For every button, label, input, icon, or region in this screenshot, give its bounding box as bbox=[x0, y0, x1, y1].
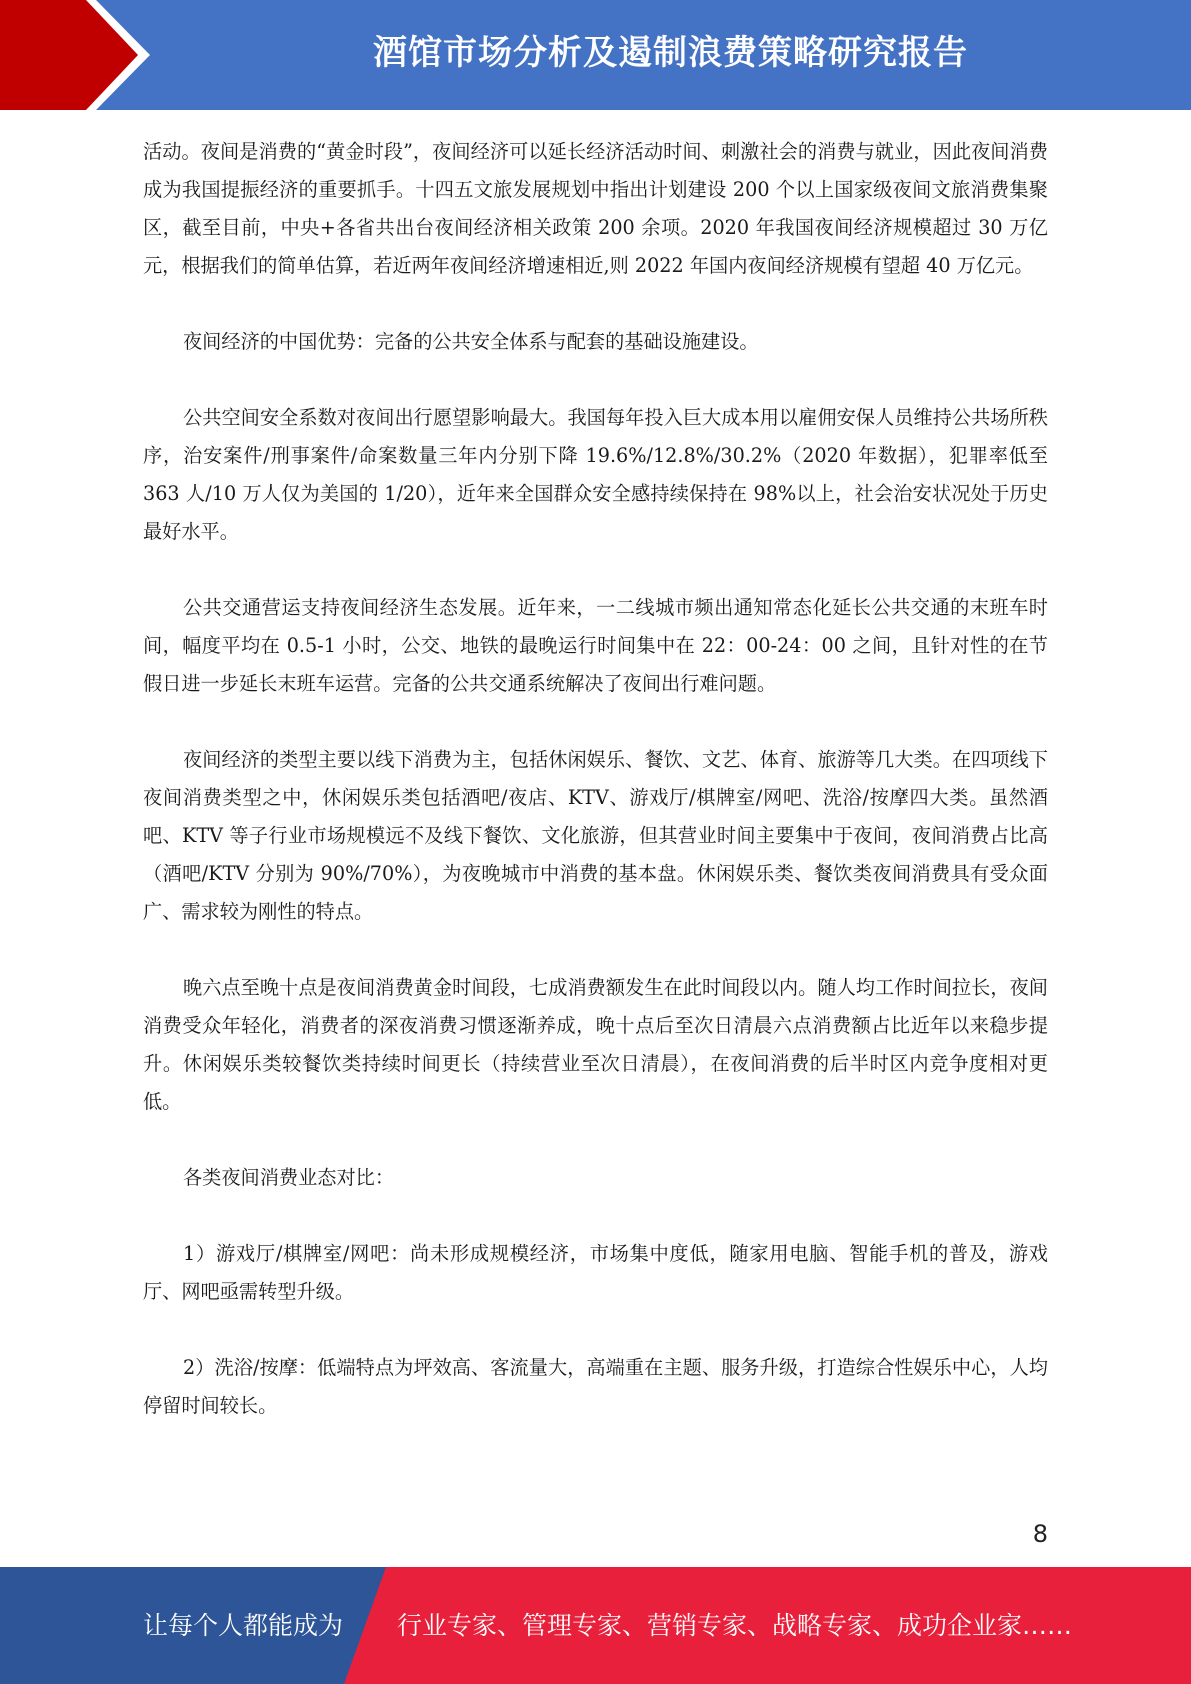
paragraph: 各类夜间消费业态对比： bbox=[183, 1166, 395, 1189]
document-title: 酒馆市场分析及遏制浪费策略研究报告 bbox=[373, 33, 968, 73]
document-body bbox=[143, 133, 1048, 1463]
header-red-chevron-icon bbox=[0, 0, 150, 110]
paragraph: 公共交通营运支持夜间经济生态发展。近年来，一二线城市频出通知常态化延长公共交通的末班车时间，幅度平均在 0.5-1 小时，公交、地铁的最晚运行时间集中在 22：00-24：00 之间，且针对性的在节假日进一步延长末班车运营。完备的公共交通系统解决了夜间出行难问题。 bbox=[143, 596, 1048, 695]
footer-slogan-right: 行业专家、管理专家、营销专家、战略专家、成功企业家…… bbox=[397, 1611, 1073, 1640]
page-number: 8 bbox=[1032, 1520, 1048, 1548]
paragraph: 活动。夜间是消费的“黄金时段”，夜间经济可以延长经济活动时间、刺激社会的消费与就业，因此夜间消费成为我国提振经济的重要抓手。十四五文旅发展规划中指出计划建设 200 个以上国家级夜间文旅消费集聚区，截至目前，中央+各省共出台夜间经济相关政策 200 余项。2020 年我国夜间经济规模超过 30 万亿元，根据我们的简单估算，若近两年夜间经济增速相近,则 2022 年国内夜间经济规模有望超 40 万亿元。 bbox=[143, 140, 1048, 277]
paragraph: 2）洗浴/按摩：低端特点为坪效高、客流量大，高端重在主题、服务升级，打造综合性娱乐中心，人均停留时间较长。 bbox=[143, 1356, 1048, 1417]
header-banner bbox=[0, 0, 1191, 110]
paragraph: 公共空间安全系数对夜间出行愿望影响最大。我国每年投入巨大成本用以雇佣安保人员维持公共场所秩序，治安案件/刑事案件/命案数量三年内分别下降 19.6%/12.8%/30.2%（2020 年数据），犯罪率低至 363 人/10 万人仅为美国的 1/20），近年来全国群众安全感持续保持在 98%以上，社会治安状况处于历史最好水平。 bbox=[143, 406, 1048, 543]
paragraph: 1）游戏厅/棋牌室/网吧：尚未形成规模经济，市场集中度低，随家用电脑、智能手机的普及，游戏厅、网吧亟需转型升级。 bbox=[143, 1242, 1048, 1303]
paragraph: 晚六点至晚十点是夜间消费黄金时间段，七成消费额发生在此时间段以内。随人均工作时间拉长，夜间消费受众年轻化，消费者的深夜消费习惯逐渐养成，晚十点后至次日清晨六点消费额占比近年以来稳步提升。休闲娱乐类较餐饮类持续时间更长（持续营业至次日清晨），在夜间消费的后半时区内竞争度相对更低。 bbox=[143, 976, 1048, 1113]
paragraph: 夜间经济的中国优势：完备的公共安全体系与配套的基础设施建设。 bbox=[183, 330, 759, 353]
footer-banner bbox=[0, 1567, 1191, 1684]
footer-slogan-left: 让每个人都能成为 bbox=[143, 1611, 344, 1640]
paragraph: 夜间经济的类型主要以线下消费为主，包括休闲娱乐、餐饮、文艺、体育、旅游等几大类。在四项线下夜间消费类型之中，休闲娱乐类包括酒吧/夜店、KTV、游戏厅/棋牌室/网吧、洗浴/按摩四大类。虽然酒吧、KTV 等子行业市场规模远不及线下餐饮、文化旅游，但其营业时间主要集中于夜间，夜间消费占比高（酒吧/KTV 分别为 90%/70%），为夜晚城市中消费的基本盘。休闲娱乐类、餐饮类夜间消费具有受众面广、需求较为刚性的特点。 bbox=[143, 748, 1048, 923]
